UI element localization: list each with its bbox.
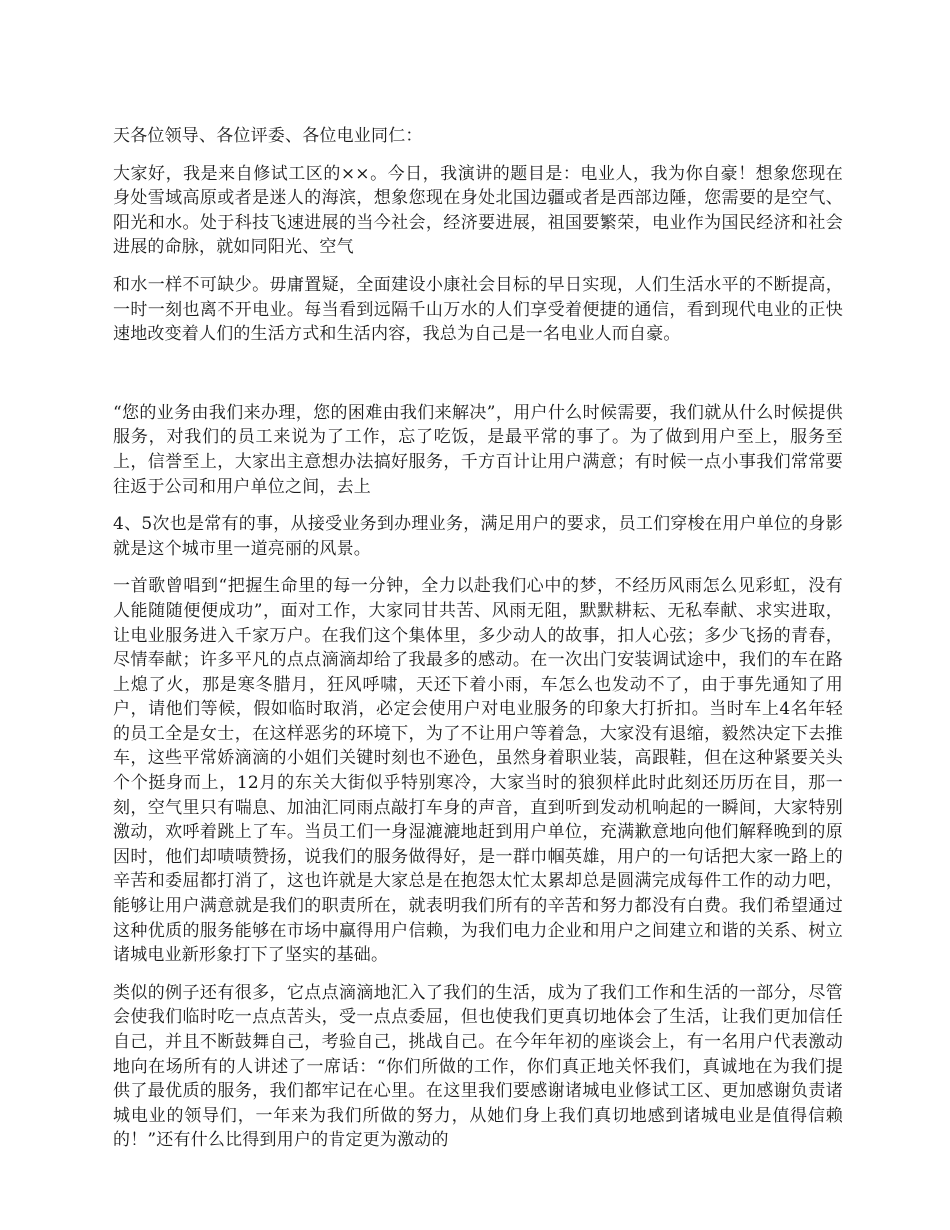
salutation-paragraph: 天各位领导、各位评委、各位电业同仁： bbox=[113, 126, 423, 146]
body-paragraph: “您的业务由我们来办理，您的困难由我们来解决”，用户什么时候需要，我们就从什么时候提供服务，对我们的员工来说为了工作，忘了吃饭，是最平常的事了。为了做到用户至上，服务至上，信誉至上，大家出主意想办法搞好服务，千方百计让用户满意；有时候一点小事我们常常要往返于公司和用户单位之间，去上 bbox=[113, 402, 843, 497]
body-paragraph: 4、5次也是常有的事，从接受业务到办理业务，满足用户的要求，员工们穿梭在用户单位的身影就是这个城市里一道亮丽的风景。 bbox=[113, 514, 843, 559]
body-paragraph: 大家好，我是来自修试工区的××。今日，我演讲的题目是：电业人，我为你自豪！想象您现在身处雪域高原或者是迷人的海滨，想象您现在身处北国边疆或者是西部边陲，您需要的是空气、阳光和水。处于科技飞速进展的当今社会，经济要进展，祖国要繁荣，电业作为国民经济和社会进展的命脉，就如同阳光、空气 bbox=[113, 163, 843, 258]
document-body bbox=[113, 124, 843, 1153]
body-paragraph: 一首歌曾唱到“把握生命里的每一分钟，全力以赴我们心中的梦，不经历风雨怎么见彩虹，没有人能随随便便成功”，面对工作，大家同甘共苦、风雨无阻，默默耕耘、无私奉献、求实进取，让电业服务进入千家万户。在我们这个集体里，多少动人的故事，扣人心弦；多少飞扬的青春，尽情奉献；许多平凡的点点滴滴却给了我最多的感动。在一次出门安装调试途中，我们的车在路上熄了火，那是寒冬腊月，狂风呼啸，天还下着小雨，车怎么也发动不了，由于事先通知了用户，请他们等候，假如临时取消，必定会使用户对电业服务的印象大打折扣。当时车上4名年轻的员工全是女士，在这样恶劣的环境下，为了不让用户等着急，大家没有退缩，毅然决定下去推车，这些平常娇滴滴的小姐们关键时刻也不逊色，虽然身着职业装，高跟鞋，但在这种紧要关头个个挺身而上，12月的东关大街似乎特别寒冷，大家当时的狼狈样此时此刻还历历在目，那一刻，空气里只有喘息、加油汇同雨点敲打车身的声音，直到听到发动机响起的一瞬间，大家特别激动，欢呼着跳上了车。当员工们一身湿漉漉地赶到用户单位，充满歉意地向他们解释晚到的原因时，他们却啧啧赞扬，说我们的服务做得好，是一群巾帼英雄，用户的一句话把大家一路上的辛苦和委屈都打消了，这也许就是大家总是在抱怨太忙太累却总是圆满完成每件工作的动力吧，能够让用户满意就是我们的职责所在，就表明我们所有的辛苦和努力都没有白费。我们希望通过这种优质的服务能够在市场中赢得用户信赖，为我们电力企业和用户之间建立和谐的关系、树立诸城电业新形象打下了坚实的基础。 bbox=[113, 576, 843, 966]
body-paragraph: 和水一样不可缺少。毋庸置疑，全面建设小康社会目标的早日实现，人们生活水平的不断提高，一时一刻也离不开电业。每当看到远隔千山万水的人们享受着便捷的通信，看到现代电业的正快速地改变着人们的生活方式和生活内容，我总为自己是一名电业人而自豪。 bbox=[113, 274, 843, 345]
body-paragraph: 类似的例子还有很多，它点点滴滴地汇入了我们的生活，成为了我们工作和生活的一部分，尽管会使我们临时吃一点点苦头，受一点点委屈，但也使我们更真切地体会了生活，让我们更加信任自己，并且不断鼓舞自己，考验自己，挑战自己。在今年年初的座谈会上，有一名用户代表激动地向在场所有的人讲述了一席话：“你们所做的工作，你们真正地关怀我们，真诚地在为我们提供了最优质的服务，我们都牢记在心里。在这里我们要感谢诸城电业修试工区、更加感谢负责诸城电业的领导们，一年来为我们所做的努力，从她们身上我们真切地感到诸城电业是值得信赖的！”还有什么比得到用户的肯定更为激动的 bbox=[113, 982, 843, 1151]
